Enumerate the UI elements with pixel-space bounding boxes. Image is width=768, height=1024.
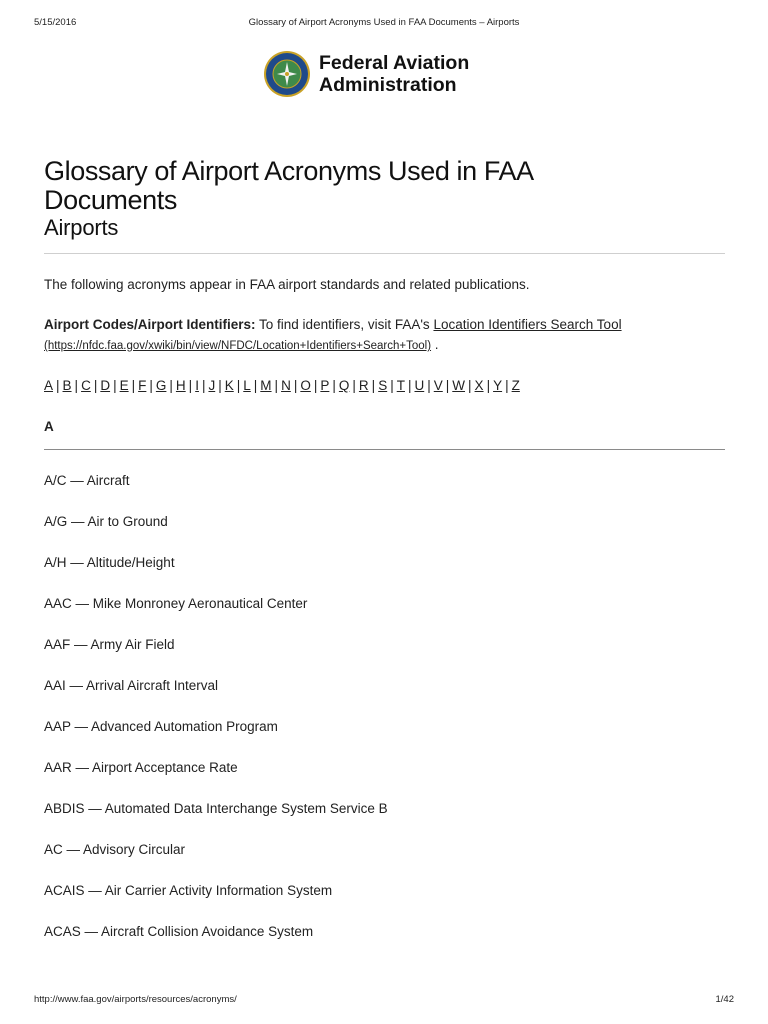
alphabet-link-m[interactable]: M: [260, 378, 272, 393]
alphabet-separator: |: [56, 378, 60, 393]
list-item: AAR — Airport Acceptance Rate: [44, 760, 238, 775]
alphabet-link-o[interactable]: O: [300, 378, 311, 393]
alphabet-link-b[interactable]: B: [62, 378, 72, 393]
alphabet-separator: |: [352, 378, 356, 393]
print-footer: [34, 994, 734, 1006]
alphabet-link-h[interactable]: H: [175, 378, 186, 393]
codes-text: To find identifiers, visit FAA's: [259, 317, 430, 332]
list-item: ACAS — Aircraft Collision Avoidance System: [44, 924, 314, 939]
alphabet-link-s[interactable]: S: [378, 378, 388, 393]
list-item: AAP — Advanced Automation Program: [44, 719, 278, 734]
alphabet-separator: |: [486, 378, 491, 393]
alphabet-separator: |: [332, 378, 336, 393]
alphabet-link-d[interactable]: D: [100, 378, 111, 393]
alphabet-separator: |: [74, 378, 79, 393]
alphabet-separator: |: [236, 378, 241, 393]
print-header: [34, 17, 734, 31]
alphabet-separator: |: [201, 378, 206, 393]
alphabet-separator: |: [390, 378, 394, 393]
alphabet-separator: |: [131, 378, 136, 393]
alphabet-separator: |: [468, 378, 472, 393]
brand-name-line1: Federal Aviation: [319, 52, 470, 74]
list-item: AC — Advisory Circular: [44, 842, 186, 857]
alphabet-link-f[interactable]: F: [138, 378, 147, 393]
faa-brand[interactable]: [263, 50, 469, 98]
alphabet-link-v[interactable]: V: [433, 378, 443, 393]
alphabet-separator: |: [169, 378, 173, 393]
alphabet-link-r[interactable]: R: [358, 378, 369, 393]
alphabet-link-c[interactable]: C: [81, 378, 91, 393]
alphabet-link-a[interactable]: A: [44, 378, 54, 393]
section-heading-a: A: [44, 419, 54, 434]
alphabet-separator: |: [253, 378, 258, 393]
brand-name-line2: Administration: [319, 74, 457, 96]
alphabet-link-g[interactable]: G: [155, 378, 167, 393]
alphabet-separator: |: [371, 378, 376, 393]
alphabet-separator: |: [149, 378, 153, 393]
intro-text: The following acronyms appear in FAA airport standards and related publications.: [44, 277, 530, 292]
alphabet-separator: |: [293, 378, 298, 393]
list-item: AAC — Mike Monroney Aeronautical Center: [44, 596, 308, 611]
alphabet-link-w[interactable]: W: [452, 378, 466, 393]
alphabet-link-e[interactable]: E: [119, 378, 129, 393]
page-subtitle: Airports: [44, 215, 119, 240]
page-title: Glossary of Airport Acronyms Used in FAA Documents: [44, 156, 533, 215]
brand-name: [319, 52, 469, 96]
alphabet-link-u[interactable]: U: [414, 378, 425, 393]
list-item: ACAIS — Air Carrier Activity Information System: [44, 883, 333, 898]
print-page-url: http://www.faa.gov/airports/resources/acronyms/: [34, 994, 237, 1005]
faa-seal-icon: [263, 50, 311, 98]
alphabet-separator: |: [93, 378, 98, 393]
alphabet-link-x[interactable]: X: [474, 378, 484, 393]
location-identifiers-link[interactable]: Location Identifiers Search Tool: [433, 317, 622, 332]
alphabet-separator: |: [274, 378, 279, 393]
list-item: ABDIS — Automated Data Interchange System Service B: [44, 801, 388, 816]
alphabet-link-p[interactable]: P: [320, 378, 330, 393]
codes-trailing: .: [434, 337, 439, 352]
alphabet-link-q[interactable]: Q: [338, 378, 350, 393]
print-date: 5/15/2016: [34, 17, 77, 28]
list-item: AAI — Arrival Aircraft Interval: [44, 678, 219, 693]
alphabet-link-z[interactable]: Z: [511, 378, 520, 393]
alphabet-separator: |: [427, 378, 431, 393]
print-doc-title: Glossary of Airport Acronyms Used in FAA Documents – Airports: [248, 17, 520, 28]
alphabet-separator: |: [313, 378, 318, 393]
alphabet-separator: |: [218, 378, 222, 393]
codes-label: Airport Codes/Airport Identifiers:: [44, 317, 256, 332]
print-page-number: 1/42: [715, 994, 734, 1005]
alphabet-link-l[interactable]: L: [243, 378, 251, 393]
list-item: A/G — Air to Ground: [44, 514, 168, 529]
alphabet-separator: |: [113, 378, 117, 393]
alphabet-link-t[interactable]: T: [396, 378, 405, 393]
alphabet-link-i[interactable]: I: [195, 378, 199, 393]
alphabet-separator: |: [188, 378, 193, 393]
alphabet-link-k[interactable]: K: [224, 378, 234, 393]
location-identifiers-url[interactable]: (https://nfdc.faa.gov/xwiki/bin/view/NFDC/Location+Identifiers+Search+Tool): [44, 340, 432, 352]
list-item: AAF — Army Air Field: [44, 637, 175, 652]
alphabet-link-n[interactable]: N: [281, 378, 291, 393]
alphabet-link-j[interactable]: J: [208, 378, 216, 393]
acronym-list: [44, 472, 725, 964]
alphabet-separator: |: [505, 378, 509, 393]
airport-codes-paragraph: [44, 315, 725, 356]
alphabet-separator: |: [407, 378, 412, 393]
main-content: [44, 157, 725, 964]
alphabet-link-y[interactable]: Y: [493, 378, 503, 393]
alphabet-separator: |: [445, 378, 450, 393]
list-item: A/C — Aircraft: [44, 473, 130, 488]
alphabet-nav: [44, 377, 725, 395]
list-item: A/H — Altitude/Height: [44, 555, 175, 570]
